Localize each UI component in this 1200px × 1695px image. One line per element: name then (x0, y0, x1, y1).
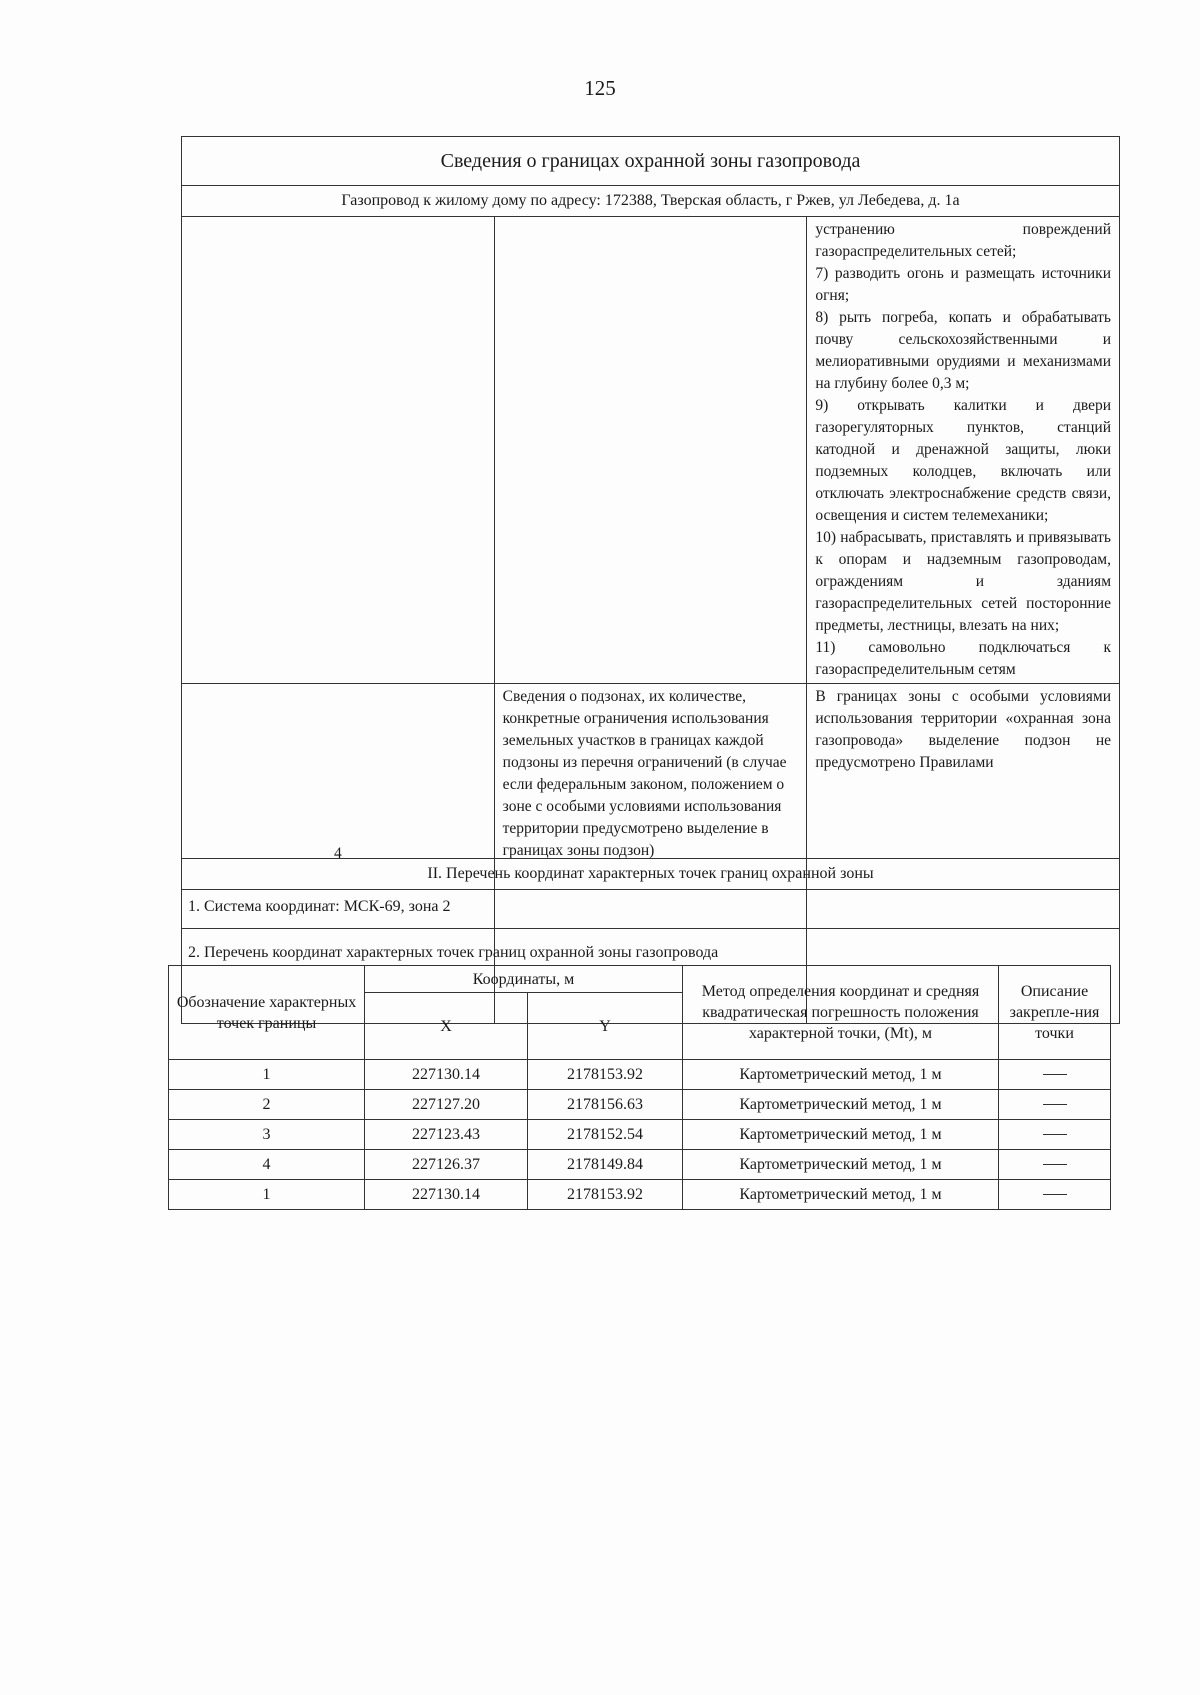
header-y: Y (528, 993, 683, 1060)
method: Картометрический метод, 1 м (683, 1180, 999, 1210)
pipeline-address: Газопровод к жилому дому по адресу: 172388, Тверская область, г Ржев, ул Лебедева, д. 1а (182, 186, 1120, 217)
table-row (169, 1120, 1111, 1150)
coordinates-list-title: 2. Перечень координат характерных точек границ охранной зоны газопровода (181, 928, 1120, 967)
coord-y: 2178149.84 (528, 1150, 683, 1180)
subzones-content: В границах зоны с особыми условиями использования территории «охранная зона газопровода» выделение подзон не предусмотрено Правилами (807, 684, 1120, 1024)
method: Картометрический метод, 1 м (683, 1090, 999, 1120)
point-id: 1 (169, 1180, 365, 1210)
method: Картометрический метод, 1 м (683, 1120, 999, 1150)
coord-x: 227123.43 (365, 1120, 528, 1150)
restriction-line: устранению повреждений газораспределительных сетей; (815, 221, 1111, 260)
row-number: 4 (182, 684, 495, 1024)
table-row (169, 1180, 1111, 1210)
coord-x: 227126.37 (365, 1150, 528, 1180)
coordinate-system: 1. Система координат: МСК-69, зона 2 (181, 889, 1120, 928)
row-label-empty (494, 217, 807, 684)
page-number: 125 (584, 76, 616, 100)
header-description: Описание закрепле-ния точки (999, 966, 1111, 1060)
restriction-line: 10) набрасывать, приставлять и привязывать к опорам и надземным газопроводам, ограждениям и зданиям газораспределительных сетей посторонние предметы, лестницы, влезать на них; (815, 529, 1111, 634)
coord-y: 2178152.54 (528, 1120, 683, 1150)
table-row (169, 1150, 1111, 1180)
coord-y: 2178153.92 (528, 1180, 683, 1210)
coord-x: 227127.20 (365, 1090, 528, 1120)
point-id: 3 (169, 1120, 365, 1150)
restriction-line: 9) открывать калитки и двери газорегуляторных пунктов, станций катодной и дренажной защиты, люки подземных колодцев, включать или отключать электроснабжение средств связи, освещения и систем телемеханики; (815, 397, 1111, 524)
method: Картометрический метод, 1 м (683, 1060, 999, 1090)
dash-mark (1043, 1164, 1067, 1165)
point-id: 1 (169, 1060, 365, 1090)
section-title: Сведения о границах охранной зоны газопровода (182, 137, 1120, 186)
dash-mark (1043, 1104, 1067, 1105)
header-point: Обозначение характерных точек границы (169, 966, 365, 1060)
table-row (169, 1090, 1111, 1120)
header-x: X (365, 993, 528, 1060)
dash-mark (1043, 1134, 1067, 1135)
restriction-line: 8) рыть погреба, копать и обрабатывать почву сельскохозяйственными и мелиоративными орудиями и механизмами на глубину более 0,3 м; (815, 309, 1111, 392)
description-dash (999, 1060, 1111, 1090)
coord-y: 2178156.63 (528, 1090, 683, 1120)
restriction-line: 11) самовольно подключаться к газораспределительным сетям (815, 639, 1111, 678)
subzones-label: Сведения о подзонах, их количестве, конкретные ограничения использования земельных участков в границах каждой подзоны из перечня ограничений (в случае если федеральным законом, положением о зоне с особыми условиями использования территории предусмотрено выделение в границах зоны подзон) (494, 684, 807, 1024)
coordinates-section (181, 858, 1120, 967)
restriction-line: 7) разводить огонь и размещать источники огня; (815, 265, 1111, 304)
restrictions-list (807, 217, 1120, 684)
point-id: 4 (169, 1150, 365, 1180)
coord-x: 227130.14 (365, 1180, 528, 1210)
description-dash (999, 1150, 1111, 1180)
description-dash (999, 1090, 1111, 1120)
coordinates-table (168, 965, 1111, 1210)
coord-y: 2178153.92 (528, 1060, 683, 1090)
method: Картометрический метод, 1 м (683, 1150, 999, 1180)
point-id: 2 (169, 1090, 365, 1120)
description-dash (999, 1120, 1111, 1150)
dash-mark (1043, 1074, 1067, 1075)
dash-mark (1043, 1194, 1067, 1195)
row-number-empty (182, 217, 495, 684)
section-2-title: II. Перечень координат характерных точек границ охранной зоны (181, 858, 1120, 889)
header-coords: Координаты, м (365, 966, 683, 993)
coord-x: 227130.14 (365, 1060, 528, 1090)
table-row (169, 1060, 1111, 1090)
description-dash (999, 1180, 1111, 1210)
header-method: Метод определения координат и средняя квадратическая погрешность положения характерной точки, (Mt), м (683, 966, 999, 1060)
